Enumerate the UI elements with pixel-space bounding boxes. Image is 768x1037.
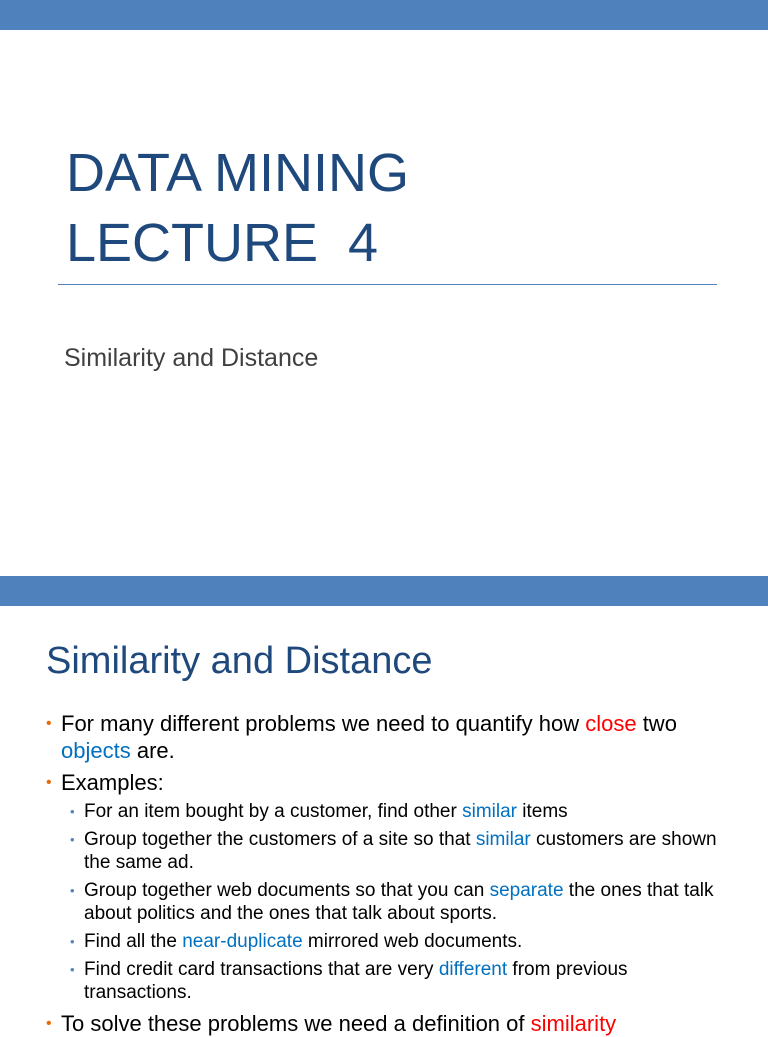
sub-bullet-item bbox=[70, 828, 724, 874]
highlight-similar: similar bbox=[475, 829, 531, 850]
bullet-marker: • bbox=[46, 715, 52, 732]
sub-bullet-marker: • bbox=[70, 832, 75, 847]
bullet-text: are. bbox=[130, 738, 175, 763]
title-line-2: LECTURE 4 bbox=[66, 213, 379, 273]
bullet-text: Examples: bbox=[61, 770, 164, 795]
sub-bullet-item bbox=[70, 958, 724, 1004]
highlight-close: close bbox=[585, 711, 637, 736]
sub-bullet-text: the ones that talk about politics and the ones that talk about sports. bbox=[84, 880, 714, 924]
sub-bullet-text: items bbox=[516, 801, 568, 822]
highlight-similar: similar bbox=[462, 801, 517, 822]
bullet-text: For many different problems we need to quantify how bbox=[61, 711, 586, 736]
highlight-similarity: similarity bbox=[530, 1011, 617, 1036]
bullet-list bbox=[0, 710, 768, 1037]
header-bar bbox=[0, 576, 768, 606]
bullet-marker: • bbox=[46, 1015, 52, 1032]
title-line-1: DATA MINING bbox=[66, 143, 410, 203]
sub-bullet-marker: • bbox=[70, 804, 75, 819]
highlight-separate: separate bbox=[489, 880, 564, 901]
sub-bullet-text: Find credit card transactions that are very bbox=[84, 959, 439, 980]
bullet-text: To solve these problems we need a definition of bbox=[61, 1011, 531, 1036]
slide-title: Similarity and Distance bbox=[46, 640, 433, 682]
sub-bullet-item bbox=[70, 879, 724, 925]
bullet-text: two bbox=[636, 711, 677, 736]
header-bar bbox=[0, 0, 768, 30]
sub-bullet-text: Group together web documents so that you can bbox=[84, 880, 490, 901]
sub-bullet-marker: • bbox=[70, 934, 75, 949]
sub-bullet-text: from previous transactions. bbox=[84, 959, 628, 1003]
sub-bullet-item bbox=[70, 800, 724, 823]
bullet-marker: • bbox=[46, 774, 52, 791]
highlight-objects: objects bbox=[61, 738, 131, 763]
sub-bullet-marker: • bbox=[70, 883, 75, 898]
sub-bullet-marker: • bbox=[70, 962, 75, 977]
sub-bullet-item bbox=[70, 930, 724, 953]
bullet-item bbox=[46, 710, 721, 764]
sub-bullet-text: Find all the bbox=[84, 931, 183, 952]
title-divider bbox=[58, 284, 717, 285]
subtitle: Similarity and Distance bbox=[64, 344, 319, 372]
sub-bullet-text: customers are shown the same ad. bbox=[84, 829, 717, 873]
highlight-different: different bbox=[438, 959, 508, 980]
sub-bullet-text: For an item bought by a customer, find other bbox=[84, 801, 463, 822]
sub-bullet-text: mirrored web documents. bbox=[302, 931, 523, 952]
sub-bullet-text: Group together the customers of a site so that bbox=[84, 829, 476, 850]
bullet-item bbox=[46, 769, 721, 796]
highlight-near-duplicate: near-duplicate bbox=[182, 931, 303, 952]
